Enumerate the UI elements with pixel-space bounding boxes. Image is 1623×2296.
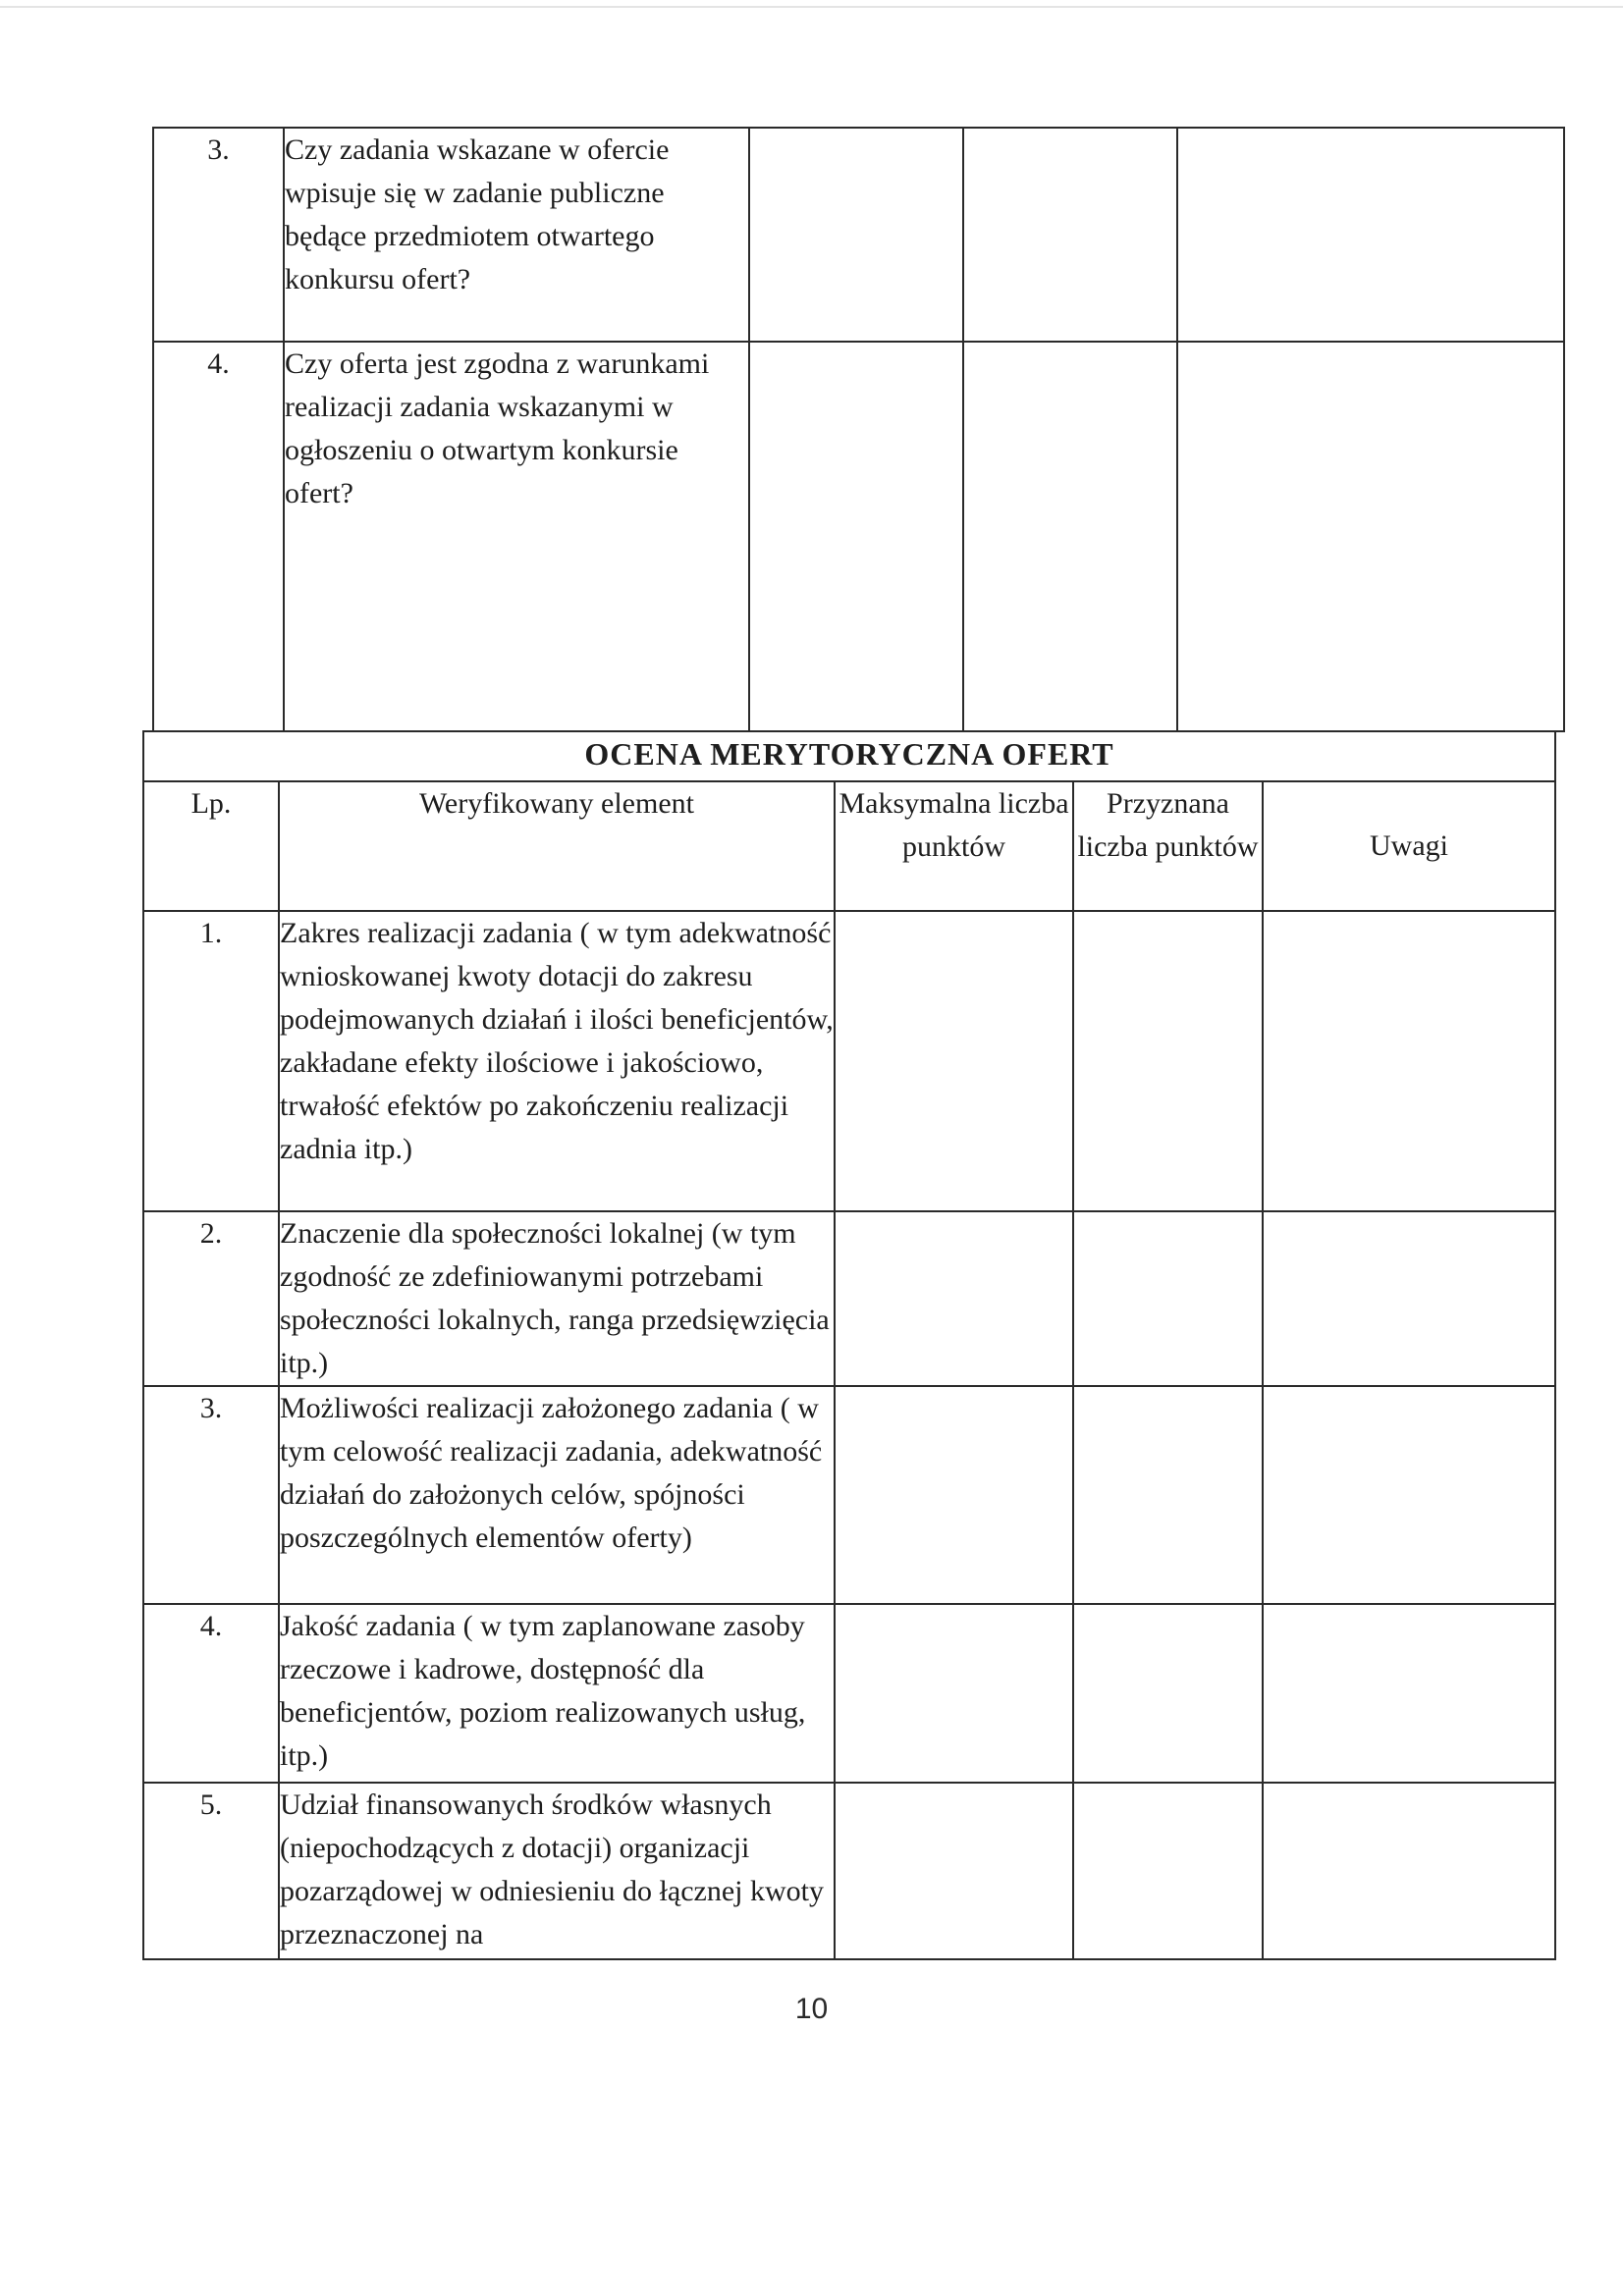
max-points-cell (835, 1386, 1073, 1604)
criterion-text: Czy oferta jest zgodna z warunkami realizacji zadania wskazanymi w ogłoszeniu o otwartym konkursie ofert? (284, 342, 749, 731)
table-row (153, 128, 1564, 342)
max-points-cell (835, 1211, 1073, 1386)
table-row (143, 1386, 1555, 1604)
notes-cell (1263, 1783, 1555, 1959)
header-element: Weryfikowany element (279, 781, 835, 911)
formal-criteria-table (152, 127, 1565, 732)
table-row (143, 1783, 1555, 1959)
merit-evaluation-table (142, 730, 1556, 1960)
row-number: 5. (143, 1783, 279, 1959)
table-row (153, 342, 1564, 731)
max-points-cell (835, 911, 1073, 1211)
row-number: 4. (153, 342, 284, 731)
empty-cell (1177, 342, 1564, 731)
criterion-text: Jakość zadania ( w tym zaplanowane zasoby rzeczowe i kadrowe, dostępność dla beneficjentów, poziom realizowanych usług, itp.) (279, 1604, 835, 1783)
table-title-row (143, 731, 1555, 781)
row-number: 1. (143, 911, 279, 1211)
empty-cell (749, 342, 963, 731)
notes-cell (1263, 911, 1555, 1211)
criterion-text: Zakres realizacji zadania ( w tym adekwatność wnioskowanej kwoty dotacji do zakresu podejmowanych działań i ilości beneficjentów, zakładane efekty ilościowe i jakościowo, trwałość efektów po zakończeniu realizacji zadnia itp.) (279, 911, 835, 1211)
notes-cell (1263, 1604, 1555, 1783)
empty-cell (963, 128, 1177, 342)
empty-cell (749, 128, 963, 342)
header-awarded-points: Przyznana liczba punktów (1073, 781, 1263, 911)
notes-cell (1263, 1211, 1555, 1386)
criterion-text: Czy zadania wskazane w ofercie wpisuje się w zadanie publiczne będące przedmiotem otwartego konkursu ofert? (284, 128, 749, 342)
criterion-text: Możliwości realizacji założonego zadania ( w tym celowość realizacji zadania, adekwatność działań do założonych celów, spójności poszczególnych elementów oferty) (279, 1386, 835, 1604)
table-header-row (143, 781, 1555, 911)
awarded-points-cell (1073, 1783, 1263, 1959)
row-number: 3. (143, 1386, 279, 1604)
awarded-points-cell (1073, 911, 1263, 1211)
empty-cell (1177, 128, 1564, 342)
awarded-points-cell (1073, 1386, 1263, 1604)
criterion-text: Znaczenie dla społeczności lokalnej (w tym zgodność ze zdefiniowanymi potrzebami społeczności lokalnych, ranga przedsięwzięcia itp.) (279, 1211, 835, 1386)
notes-cell (1263, 1386, 1555, 1604)
row-number: 2. (143, 1211, 279, 1386)
awarded-points-cell (1073, 1604, 1263, 1783)
table-row (143, 1604, 1555, 1783)
table-row (143, 911, 1555, 1211)
section-title: OCENA MERYTORYCZNA OFERT (143, 731, 1555, 781)
header-lp: Lp. (143, 781, 279, 911)
row-number: 4. (143, 1604, 279, 1783)
scan-top-edge (0, 6, 1623, 8)
awarded-points-cell (1073, 1211, 1263, 1386)
criterion-text: Udział finansowanych środków własnych (niepochodzących z dotacji) organizacji pozarządowej w odniesieniu do łącznej kwoty przeznaczonej na (279, 1783, 835, 1959)
empty-cell (963, 342, 1177, 731)
page-number: 10 (794, 1993, 829, 2025)
header-max-points: Maksymalna liczba punktów (835, 781, 1073, 911)
table-row (143, 1211, 1555, 1386)
row-number: 3. (153, 128, 284, 342)
max-points-cell (835, 1783, 1073, 1959)
header-notes: Uwagi (1263, 781, 1555, 911)
max-points-cell (835, 1604, 1073, 1783)
